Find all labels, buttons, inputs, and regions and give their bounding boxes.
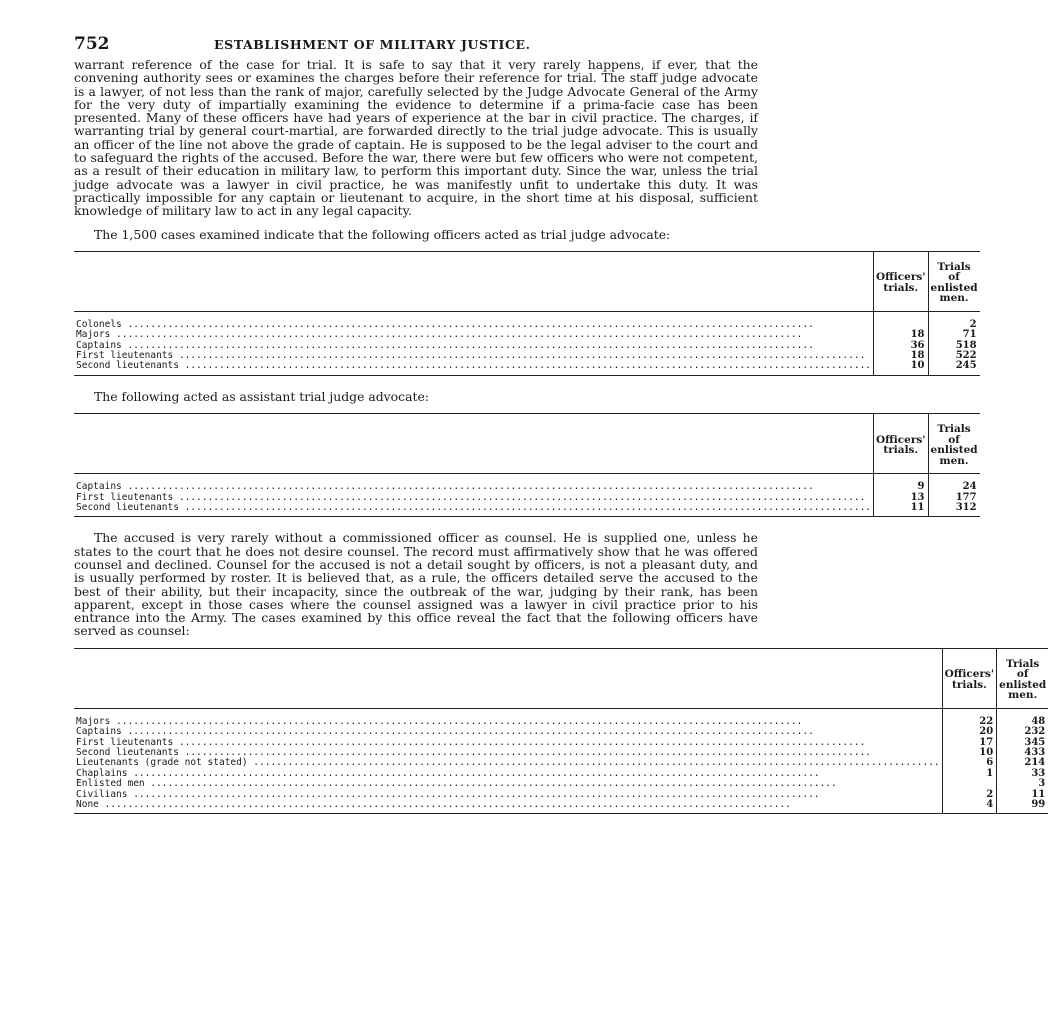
officers-trials-value [874, 311, 929, 330]
row-label: Civilians ........................................................................................................................ [74, 790, 942, 800]
officers-trials-value: 13 [874, 493, 929, 503]
table-row [74, 361, 980, 375]
table-counsel [74, 648, 1048, 815]
officers-trials-value: 18 [874, 330, 929, 340]
column-header-officers-trials: Officers' trials. [942, 648, 997, 708]
paragraph-counsel: The accused is very rarely without a commissioned officer as counsel. He is supplied one, unless he states to the court that he does not desire counsel. The record must affirmatively show that he was offered counsel and declined. Counsel for the accused is not a detail sought by officers, is not a pleasant duty, and is usually performed by roster. It is believed that, as a rule, the officers detailed serve the accused to the best of their ability, but their incapacity, since the outbreak of the war, judging by their rank, has been apparent, except in those cases where the counsel assigned was a lawyer in civil practice prior to his entrance into the Army. The cases examined by this office reveal the fact that the following officers have served as counsel: [74, 530, 758, 639]
officers-trials-value: 17 [942, 738, 997, 748]
officers-trials-value: 10 [942, 748, 997, 758]
trials-enlisted-value: 522 [955, 350, 977, 362]
document-page [74, 34, 1047, 814]
row-label: Captains ........................................................................................................................ [74, 341, 874, 351]
row-label: Majors ........................................................................................................................ [74, 708, 942, 727]
trials-enlisted-value: 433 [1024, 747, 1046, 758]
officers-trials-value: 6 [942, 758, 997, 768]
trials-enlisted-value: 99 [997, 800, 1048, 814]
trials-enlisted-value: 48 [1031, 715, 1046, 727]
officers-trials-value: 18 [874, 351, 929, 361]
row-label: None ........................................................................................................................ [74, 800, 942, 814]
row-label: First lieutenants ........................................................................................................................ [74, 351, 874, 361]
row-label: Enlisted men ........................................................................................................................ [74, 779, 942, 789]
table-row [74, 503, 980, 517]
officers-trials-value: 9 [874, 474, 929, 493]
row-label: Second lieutenants ........................................................................................................................ [74, 748, 942, 758]
trials-enlisted-value: 24 [962, 481, 977, 493]
running-title: ESTABLISHMENT OF MILITARY JUSTICE. [214, 37, 531, 52]
table-row [74, 708, 1048, 727]
trials-enlisted-value: 33 [1031, 767, 1046, 779]
row-label: First lieutenants ........................................................................................................................ [74, 738, 942, 748]
officers-trials-value: 4 [942, 800, 997, 814]
row-label: Captains ........................................................................................................................ [74, 474, 874, 493]
table-trial-judge-advocate [74, 251, 980, 376]
column-header-officers-trials: Officers' trials. [874, 414, 929, 474]
table-row [74, 311, 980, 330]
row-label: First lieutenants ........................................................................................................................ [74, 493, 874, 503]
officers-trials-value: 20 [942, 727, 997, 737]
paragraph-trial-judge-advocate-intro: The 1,500 cases examined indicate that the following officers acted as trial judge advocate: [94, 226, 671, 242]
table-row [74, 474, 980, 493]
column-header-trials-enlisted: Trials of enlisted men. [997, 648, 1048, 708]
row-label: Colonels ........................................................................................................................ [74, 311, 874, 330]
page-header [74, 34, 758, 58]
row-label: Chaplains ........................................................................................................................ [74, 769, 942, 779]
column-header-trials-enlisted: Trials of enlisted men. [928, 251, 980, 311]
row-label: Majors ........................................................................................................................ [74, 330, 874, 340]
trials-enlisted-value: 11 [1031, 788, 1046, 800]
paragraph-assistant-intro: The following acted as assistant trial judge advocate: [94, 388, 429, 404]
column-header-trials-enlisted: Trials of enlisted men. [928, 414, 980, 474]
officers-trials-value: 1 [942, 769, 997, 779]
trials-enlisted-value: 71 [962, 329, 977, 341]
column-header-officers-trials: Officers' trials. [874, 251, 929, 311]
trials-enlisted-value: 345 [1024, 736, 1046, 748]
row-label: Captains ........................................................................................................................ [74, 727, 942, 737]
paragraph-staff-judge-advocate: warrant reference of the case for trial. It is safe to say that it very rarely happens, if ever, that the convening authority sees or examines the charges before their reference for trial. The staff judge advocate is a lawyer, of not less than the rank of major, carefully selected by the Judge Advocate General of the Army for the very duty of impartially examining the evidence to determine if a prima-facie case has been presented. Many of these officers have had years of experience at the bar in civil practice. The charges, if warranting trial by general court-martial, are forwarded directly to the trial judge advocate. This is usually an officer of the line not above the grade of captain. He is supposed to be the legal adviser to the court and to safeguard the rights of the accused. Before the war, there were but few officers who were not competent, as a result of their education in military law, to perform this important duty. Since the war, unless the trial judge advocate was a lawyer in civil practice, he was manifestly unfit to undertake this duty. It was practically impossible for any captain or lieutenant to acquire, in the short time at his disposal, sufficient knowledge of military law to act in any legal capacity. [74, 57, 758, 219]
table-row [74, 800, 1048, 814]
trials-enlisted-value: 2 [969, 318, 977, 330]
officers-trials-value: 22 [942, 708, 997, 727]
trials-enlisted-value: 245 [928, 361, 980, 375]
trials-enlisted-value: 177 [955, 491, 977, 503]
officers-trials-value: 11 [874, 503, 929, 517]
trials-enlisted-value: 214 [1024, 757, 1046, 769]
row-label: Lieutenants (grade not stated) ........................................................................................................................ [74, 758, 942, 768]
page-number: 752 [74, 34, 110, 54]
officers-trials-value: 36 [874, 341, 929, 351]
row-label: Second lieutenants ........................................................................................................................ [74, 503, 874, 517]
trials-enlisted-value: 3 [1038, 778, 1046, 790]
trials-enlisted-value: 518 [955, 339, 977, 351]
officers-trials-value: 2 [942, 790, 997, 800]
officers-trials-value: 10 [874, 361, 929, 375]
trials-enlisted-value: 312 [928, 503, 980, 517]
row-label: Second lieutenants ........................................................................................................................ [74, 361, 874, 375]
table-assistant-trial-judge-advocate [74, 413, 980, 517]
trials-enlisted-value: 232 [1024, 726, 1046, 738]
